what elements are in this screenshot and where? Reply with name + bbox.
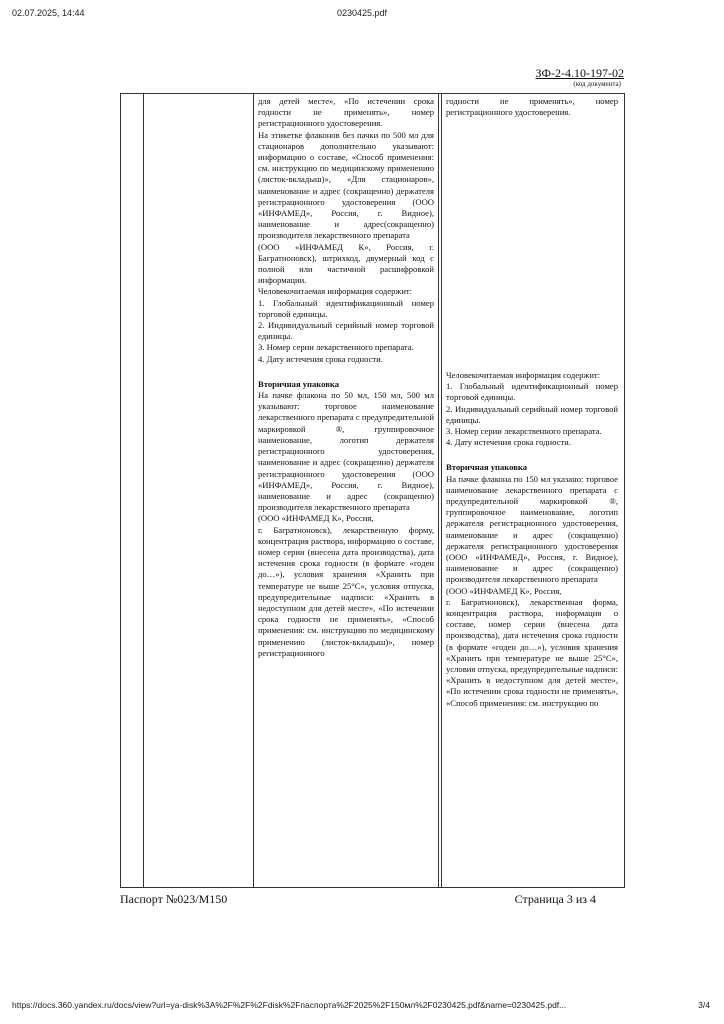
left-paragraph: для детей месте», «По истечении срока годности не применять», номер регистрационного удостоверения. <box>258 96 434 129</box>
right-paragraph: г. Багратионовск), лекарственная форма, концентрация раствора, информация о составе, номер серии (внесена дата производства), дата истечения срока годности (в формате «годен до…»), условия хранения «Хранить при температуре не выше 25°С», условия отпуска, предупредительные надписи: «Хранить в недоступном для детей месте», «По истечении срока годности не применять», «Способ применения: см. инструкцию по <box>446 596 618 708</box>
print-url: https://docs.360.yandex.ru/docs/view?url=ya-disk%3A%2F%2F%2Fdisk%2Fпаспорта%2F2025%2F150мл%2F0230425.pdf&name=0230425.pdf... <box>12 1000 567 1010</box>
right-list-item: 1. Глобальный идентификационный номер торговой единицы. <box>446 381 618 403</box>
right-column-cell <box>446 96 618 118</box>
print-datetime: 02.07.2025, 14:44 <box>12 8 85 18</box>
print-page-counter: 3/4 <box>698 1000 710 1010</box>
right-paragraph: (ООО «ИНФАМЕД К», Россия, <box>446 585 562 596</box>
print-doc-title: 0230425.pdf <box>336 8 388 18</box>
left-list-item: 1. Глобальный идентификационный номер торговой единицы. <box>258 297 434 319</box>
left-paragraph: г. Багратионовск), лекарственную форму, концентрация раствора, информацию о составе, номер серии (внесена дата производства), дата истечения срока годности (в формате «годен до…»), условия хранения «Хранить при температуре не выше 25°С», условия отпуска, предупредительные надписи: «Хранить в недоступном для детей месте», «По истечении срока годности не применять», «Способ применения: см. инструкцию по медицинскому применению (листок-вкладыш)», номер регистрационного <box>258 524 434 658</box>
right-secondary-title: Вторичная упаковка <box>446 462 527 473</box>
right-paragraph: На пачке флакона по 150 мл указано: торговое наименование лекарственного препарата с предупредительной маркировкой ®, группировочное наименование, логотип держателя регистрационного удостоверения, наименование и адрес (сокращенно) держателя регистрационного удостоверения (ООО «ИНФАМЕД», Россия, г. Видное), наименование и адрес (сокращенно) производителя лекарственного препарата <box>446 473 618 585</box>
left-column-cell <box>258 96 434 659</box>
left-list-item: 2. Индивидуальный серийный номер торговой единицы. <box>258 320 434 342</box>
page-label: Страница 3 из 4 <box>514 892 596 906</box>
left-paragraph: На этикетке флаконов без пачки по 500 мл для стационаров дополнительно указывают: информацию о составе, «Способ применения: см. инструкцию по медицинскому применению (листок-вкладыш)», «Для стационаров», наименование и адрес (сокращенно) держателя регистрационного удостоверения (ООО «ИНФАМЕД», Россия, г. Видное), наименование и адрес(сокращенно) производителя лекарственного препарата <box>258 129 434 241</box>
left-secondary-title: Вторичная упаковка <box>258 378 339 389</box>
right-human-readable <box>446 370 618 709</box>
right-list-item: 2. Индивидуальный серийный номер торговой единицы. <box>446 403 618 425</box>
right-list-item: 3. Номер серии лекарственного препарата. <box>446 426 602 437</box>
document-code-caption: (код документа) <box>573 80 621 88</box>
passport-number: Паспорт №023/М150 <box>120 892 228 906</box>
right-paragraph: Человекочитаемая информация содержит: <box>446 370 601 380</box>
left-paragraph: На пачке флакона по 50 мл, 150 мл, 500 мл указывают: торговое наименование лекарственного препарата с предупредительной маркировкой ®, группировочное наименование, логотип держателя регистрационного удостоверения, наименование и адрес (сокращенно) держателя регистрационного удостоверения (ООО «ИНФАМЕД», Россия, г. Видное), наименование и адрес (сокращенно) производителя лекарственного препарата <box>258 390 434 513</box>
left-list-item: 3. Номер серии лекарственного препарата. <box>258 342 414 353</box>
left-paragraph: (ООО «ИНФАМЕД К», Россия, г. Багратионовск), штрихкод, двумерный код с полной или частичной расшифровкой информации. <box>258 241 434 286</box>
right-list-item: 4. Дату истечения срока годности. <box>446 437 571 448</box>
left-paragraph: (ООО «ИНФАМЕД К», Россия, <box>258 513 374 524</box>
right-paragraph: годности не применять», номер регистрационного удостоверения. <box>446 96 618 118</box>
document-code: ЗФ-2-4.10-197-02 <box>535 66 624 80</box>
left-paragraph: Человекочитаемая информация содержит: <box>258 286 413 297</box>
left-list-item: 4. Дату истечения срока годности. <box>258 353 383 364</box>
